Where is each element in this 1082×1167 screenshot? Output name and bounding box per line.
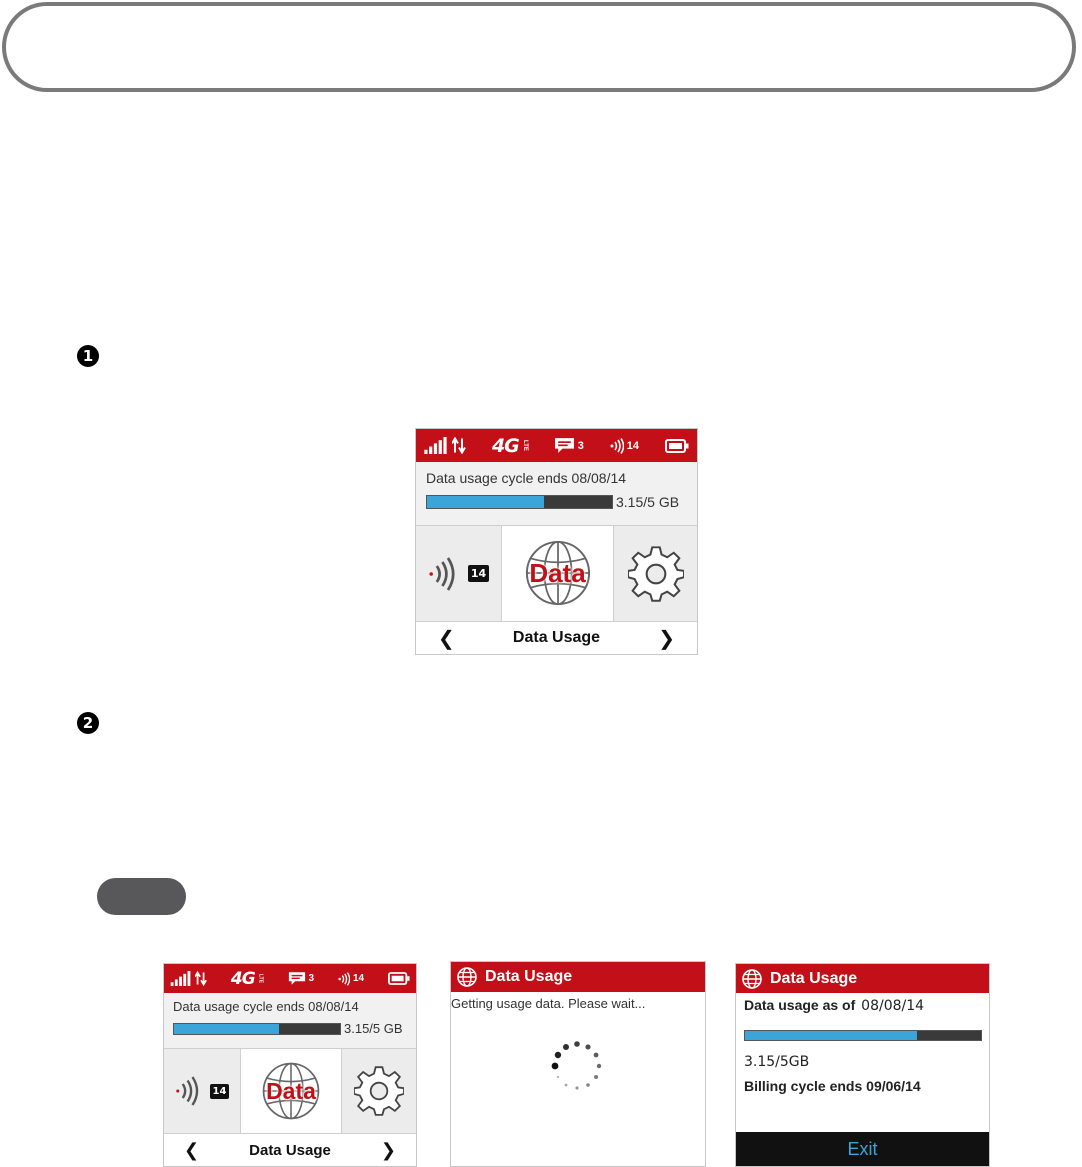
title-banner <box>2 2 1076 92</box>
spinner-dot <box>555 1052 561 1058</box>
gear-icon <box>628 546 684 602</box>
used-amount: 3.15/5GB <box>744 1054 810 1070</box>
usage-progress-bar <box>744 1030 982 1041</box>
spinner-dot <box>575 1086 578 1089</box>
as-of-date: 08/08/14 <box>861 998 925 1014</box>
signal-icon <box>170 971 192 986</box>
chevron-right-icon[interactable]: ❯ <box>380 1140 396 1161</box>
spinner-dot <box>585 1044 590 1049</box>
gear-icon <box>354 1066 404 1116</box>
step-2-marker: 2 <box>77 712 99 734</box>
status-bar <box>164 964 416 993</box>
note-label-pill <box>97 878 186 915</box>
lte-icon: 4G LTE <box>230 968 264 989</box>
tile-settings[interactable] <box>614 526 697 621</box>
chevron-left-icon[interactable]: ❮ <box>184 1140 200 1161</box>
tile-connected-devices[interactable] <box>164 1049 240 1133</box>
spinner-dot <box>597 1064 601 1068</box>
wifi-broadcast-icon <box>428 556 460 592</box>
as-of-line <box>744 997 981 1014</box>
step-1-marker: 1 <box>77 345 99 367</box>
loading-screen <box>450 961 706 1167</box>
data-tile-label: Data <box>266 1077 316 1104</box>
spinner-dot <box>557 1076 559 1078</box>
clients-indicator: 14 <box>338 972 364 986</box>
screen-header <box>451 962 705 992</box>
screen-header <box>736 964 989 993</box>
nav-row <box>416 622 697 654</box>
tile-data-usage[interactable] <box>501 526 614 621</box>
data-tile-label: Data <box>529 558 586 588</box>
globe-icon <box>457 967 477 987</box>
spinner-dot <box>565 1084 568 1087</box>
message-icon <box>288 971 306 986</box>
data-transfer-icon <box>195 971 207 986</box>
spinner-dot <box>594 1053 599 1058</box>
messages-indicator[interactable] <box>554 437 584 454</box>
globe-icon <box>742 969 762 989</box>
exit-button[interactable]: Exit <box>736 1132 989 1166</box>
usage-summary[interactable] <box>416 462 697 526</box>
data-transfer-icon <box>452 437 466 454</box>
message-icon <box>554 437 575 454</box>
cycle-text: Data usage cycle ends 08/08/14 <box>426 470 627 486</box>
battery-icon <box>665 439 689 453</box>
nav-title: Data Usage <box>512 629 601 646</box>
usage-amount: 3.15/5 GB <box>344 1021 403 1036</box>
usage-progress-bar <box>173 1023 341 1035</box>
tile-settings[interactable] <box>342 1049 416 1133</box>
spinner-dot <box>563 1044 569 1050</box>
tile-data-usage[interactable] <box>240 1049 342 1133</box>
spinner-dot <box>586 1083 590 1087</box>
cycle-text: Data usage cycle ends 08/08/14 <box>173 999 359 1014</box>
usage-progress-fill <box>174 1024 279 1034</box>
nav-title: Data Usage <box>249 1142 331 1159</box>
battery-icon <box>388 972 410 985</box>
as-of-label: Data usage as of <box>744 997 856 1013</box>
usage-summary[interactable] <box>164 993 416 1049</box>
home-screen-small <box>163 963 417 1167</box>
header-title: Data Usage <box>485 968 573 985</box>
spinner-dot <box>574 1041 580 1047</box>
clients-count: 14 <box>626 439 640 452</box>
billing-cycle-text: Billing cycle ends 09/06/14 <box>744 1078 921 1094</box>
usage-detail-screen <box>735 963 990 1167</box>
usage-progress-bar <box>426 495 613 509</box>
nav-row <box>164 1134 416 1167</box>
spinner-icon <box>549 1038 605 1094</box>
home-screen <box>415 428 698 655</box>
status-bar <box>416 429 697 462</box>
wifi-clients-icon <box>610 438 624 454</box>
home-tiles <box>164 1049 416 1134</box>
messages-indicator[interactable]: 3 <box>288 971 315 986</box>
loading-message: Getting usage data. Please wait... <box>451 996 646 1011</box>
wifi-clients-icon <box>338 972 350 986</box>
usage-progress-fill <box>427 496 544 508</box>
clients-badge: 14 <box>210 1084 230 1099</box>
wifi-broadcast-icon <box>175 1075 203 1107</box>
home-tiles <box>416 526 697 622</box>
clients-indicator <box>610 438 639 454</box>
usage-amount: 3.15/5 GB <box>616 494 680 510</box>
chevron-right-icon[interactable]: ❯ <box>658 626 675 650</box>
message-count: 3 <box>577 439 584 452</box>
tile-connected-devices[interactable] <box>416 526 501 621</box>
usage-progress-fill <box>745 1031 917 1040</box>
spinner-dot <box>594 1075 598 1079</box>
header-title: Data Usage <box>770 969 858 987</box>
spinner-dot <box>552 1063 559 1070</box>
clients-badge: 14 <box>468 565 489 582</box>
signal-icon <box>423 437 449 454</box>
lte-icon: 4G LTE <box>491 434 528 457</box>
chevron-left-icon[interactable]: ❮ <box>438 626 455 650</box>
